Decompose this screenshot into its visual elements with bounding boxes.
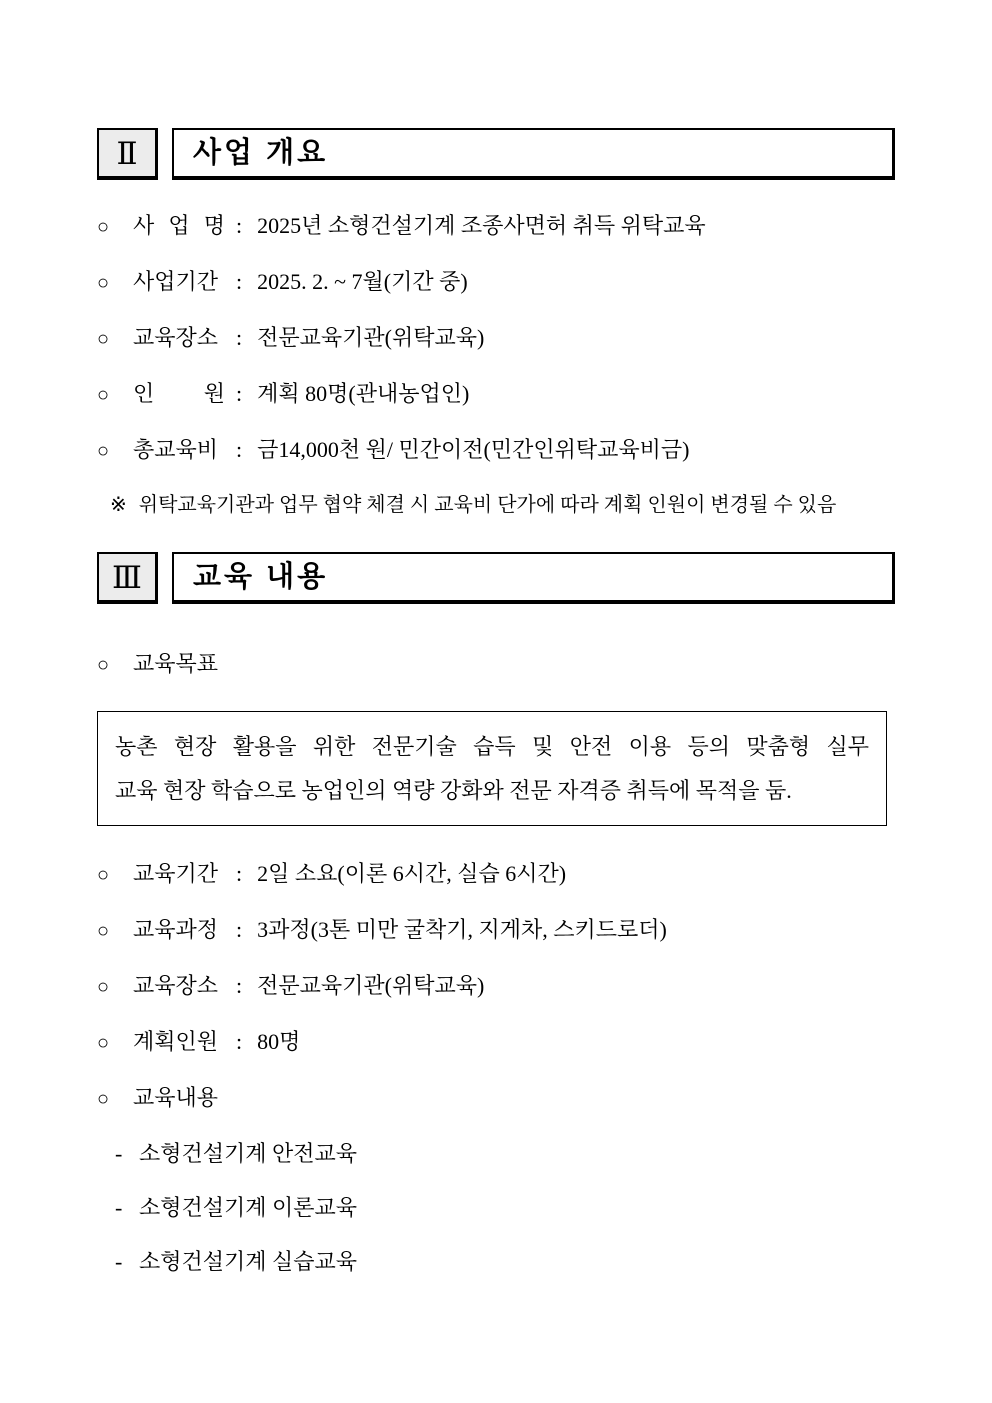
item-colon: : [236, 917, 243, 942]
dash-icon: - [115, 1195, 123, 1220]
item-label: 교육장소 [133, 325, 219, 350]
section-header-education [97, 552, 895, 604]
item-label: 총교육비 [133, 437, 219, 462]
item-label: 교육목표 [133, 651, 219, 676]
dash-icon: - [115, 1249, 123, 1274]
sub-list-item [97, 1250, 895, 1274]
goal-line-1: 농촌 현장 활용을 위한 전문기술 습득 및 안전 이용 등의 맞춤형 실무 [115, 734, 869, 759]
list-item [97, 652, 895, 677]
list-item [97, 214, 895, 239]
section-title: 교육 내용 [193, 560, 329, 593]
item-value: 2025년 소형건설기계 조종사면허 취득 위탁교육 [257, 213, 706, 238]
item-value: 계획 80명(관내농업인) [257, 381, 470, 406]
bullet-icon: ○ [97, 216, 110, 238]
item-value: 3과정(3톤 미만 굴착기, 지게차, 스키드로더) [257, 917, 667, 942]
sub-item-text: 소형건설기계 실습교육 [139, 1249, 358, 1274]
bullet-icon: ○ [97, 1032, 110, 1054]
section-number: Ⅲ [112, 559, 142, 595]
item-colon: : [236, 325, 243, 350]
list-item [97, 326, 895, 351]
bullet-icon: ○ [97, 920, 110, 942]
note-line [97, 494, 895, 516]
spacer [97, 638, 895, 652]
item-colon: : [236, 213, 243, 238]
item-colon: : [236, 381, 243, 406]
bullet-icon: ○ [97, 328, 110, 350]
list-item [97, 918, 895, 943]
section-number-box [97, 552, 158, 604]
item-label: 인 원 [133, 381, 225, 406]
bullet-icon: ○ [97, 384, 110, 406]
item-value: 2일 소요(이론 6시간, 실습 6시간) [257, 861, 567, 886]
item-value: 전문교육기관(위탁교육) [257, 325, 485, 350]
list-item [97, 974, 895, 999]
item-colon: : [236, 437, 243, 462]
item-colon: : [236, 973, 243, 998]
item-value: 2025. 2. ~ 7월(기간 중) [257, 269, 468, 294]
item-label: 교육장소 [133, 973, 219, 998]
bullet-icon: ○ [97, 864, 110, 886]
sub-item-text: 소형건설기계 안전교육 [139, 1141, 358, 1166]
goal-line-2: 교육 현장 학습으로 농업인의 역량 강화와 전문 자격증 취득에 목적을 둠. [115, 778, 792, 803]
section-title-box [172, 128, 895, 180]
item-label: 교육과정 [133, 917, 219, 942]
item-value: 전문교육기관(위탁교육) [257, 973, 485, 998]
list-item [97, 270, 895, 295]
item-label: 교육기간 [133, 861, 219, 886]
item-label: 계획인원 [133, 1029, 219, 1054]
bullet-icon: ○ [97, 976, 110, 998]
item-label: 사 업 명 [133, 213, 225, 238]
item-value: 80명 [257, 1029, 301, 1054]
bullet-icon: ○ [97, 1088, 110, 1110]
bullet-icon: ○ [97, 440, 110, 462]
list-item [97, 1086, 895, 1111]
list-item [97, 438, 895, 463]
item-value: 금14,000천 원/ 민간이전(민간인위탁교육비금) [257, 437, 690, 462]
sub-list-item [97, 1142, 895, 1166]
list-item [97, 1030, 895, 1055]
dash-icon: - [115, 1141, 123, 1166]
item-colon: : [236, 269, 243, 294]
reference-mark-icon: ※ [110, 494, 127, 516]
section-number: Ⅱ [116, 135, 138, 171]
note-text: 위탁교육기관과 업무 협약 체결 시 교육비 단가에 따라 계획 인원이 변경될 수 있음 [138, 494, 837, 516]
bullet-icon: ○ [97, 272, 110, 294]
item-colon: : [236, 1029, 243, 1054]
list-item [97, 382, 895, 407]
section-number-box [97, 128, 158, 180]
list-item [97, 862, 895, 887]
sub-item-text: 소형건설기계 이론교육 [139, 1195, 358, 1220]
item-label: 교육내용 [133, 1085, 219, 1110]
sub-list-item [97, 1196, 895, 1220]
item-label: 사업기간 [133, 269, 219, 294]
goal-statement-box [97, 711, 887, 826]
section-title-box [172, 552, 895, 604]
item-colon: : [236, 861, 243, 886]
bullet-icon: ○ [97, 654, 110, 676]
section-header-overview [97, 128, 895, 180]
section-title: 사업 개요 [193, 136, 329, 169]
